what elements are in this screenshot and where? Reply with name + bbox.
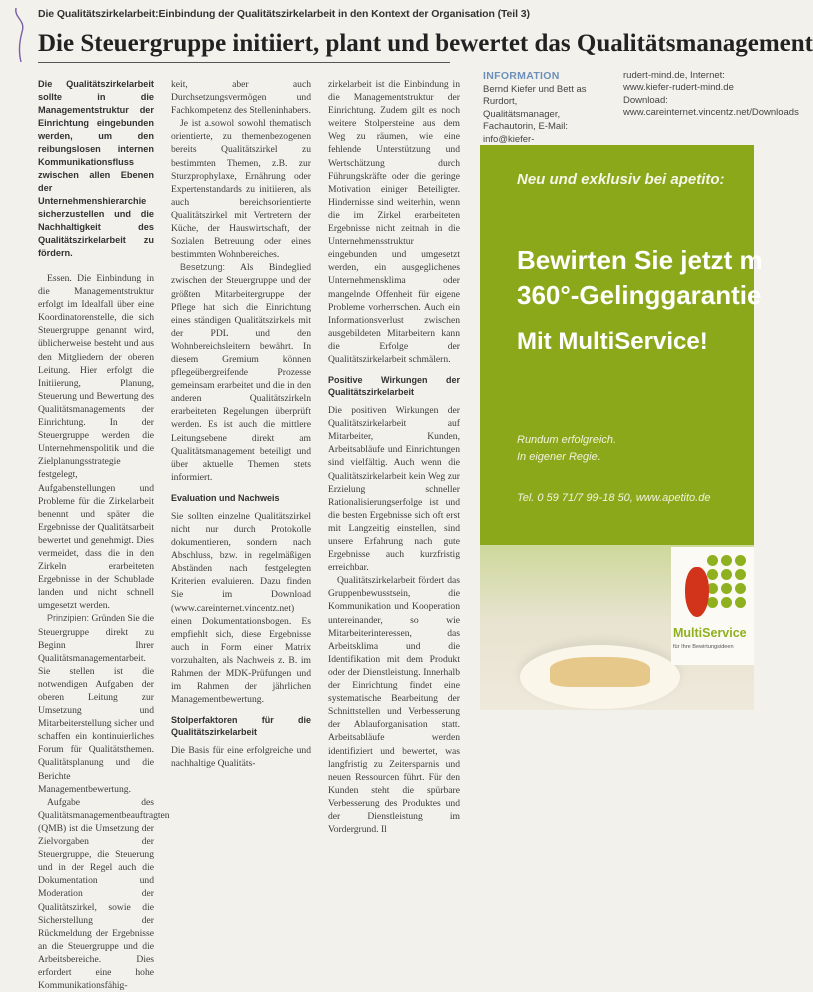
advertisement[interactable] xyxy=(480,145,763,710)
dot-grid-icon xyxy=(679,553,749,621)
ad-headline-line-1: Bewirten Sie jetzt m xyxy=(517,245,763,275)
article-lead: Die Qualitätszirkelarbeit sollte in die Managementstruktur der Einrichtung eingebunden werden, um den reibungslosen internen Kommunikationsfluss zwischen allen Ebenen der Unternehmenshierarchie sicherzustellen und die Nachhaltigkeit des Qualitätszirkelarbeit zu fördern. xyxy=(38,79,154,258)
article-column-1 xyxy=(38,78,170,992)
headline-divider xyxy=(38,62,450,63)
ad-tagline: Neu und exklusiv bei apetito: xyxy=(517,171,725,188)
section-heading: Positive Wirkungen der Qualitätszirkelarbeit xyxy=(328,375,460,398)
ad-headline-line-3: Mit MultiService! xyxy=(517,328,708,355)
article-headline: Die Steuergruppe initiiert, plant und bewertet das Qualitätsmanagement xyxy=(38,30,813,57)
article-column-2 xyxy=(171,78,311,770)
paragraph: Die Basis für eine erfolgreiche und nachhaltige Qualitäts- xyxy=(171,745,311,770)
article-column-3 xyxy=(328,78,460,836)
ad-subline xyxy=(517,432,616,466)
paragraph-text: Gründen Sie die Steuergruppe direkt zu Beginn Ihrer Qualitätsmanagementarbeit. Sie stellen ist die notwendigen Aufgaben der oberen Leitung zur Umsetzung und Mitarbeiterstellung sicher und schaffen ein kontinuierliches Forum für Qualitätsthemen. Qualitätsplanung und die Berichte Managementbewertung. xyxy=(38,613,154,795)
article-kicker: Die Qualitätszirkelarbeit:Einbindung der Qualitätszirkelarbeit in den Kontext der Organisation (Teil 3) xyxy=(38,8,530,20)
paragraph-text: Als Bindeglied zwischen der Steuergruppe und der größten Mitarbeitergruppe der Pflege hat sich die Einrichtung eines ständigen Qualitätszirkels mit der PDL und den Wohnbereichsleitern bewährt. In diesem Gremium können pflegeübergreifende Prozesse gemeinsam erarbeitet und die in den anderen Qualitätszirkeln erarbeiteten Regelungen überprüft werden. Es ist auch die mittlere Leitungsebene direkt am Qualitätsmanagement beteiligt und über aktuelle Themen stets informiert. xyxy=(171,262,311,483)
multiservice-logo xyxy=(671,547,754,665)
ad-contact[interactable]: Tel. 0 59 71/7 99-18 50, www.apetito.de xyxy=(517,492,711,504)
paragraph: Die positiven Wirkungen der Qualitätszirkelarbeit auf Mitarbeiter, Kunden, Arbeitsabläufe und Einrichtungen sind vielfältig. Auch wenn die Qualitätszirkelarbeit kein Weg zur Erzielung schneller Rationalisierungserfolge ist und die besten Ergebnisse sich oft erst mit Langzeitig einstellen, sind unsere Erfahrung nach gute Ergebnisse auch kurzfristig erreichbar. xyxy=(328,405,460,574)
run-in-heading: Besetzung: xyxy=(180,262,226,273)
paragraph: zirkelarbeit ist die Einbindung in die Managementstruktur der Einrichtung. Zudem gilt es noch weitere Stolpersteine aus dem Weg zu räumen, wie eine fehlende Unterstützung und Wertschätzung durch Führungskräfte oder die geringe Motivation einiger Beteiligter. Hindernisse sind weiterhin, wenn die im Zirkel erarbeiteten Ergebnisse nicht zeitnah in die Unternehmensstruktur eingebunden und umgesetzt werden, ein ausgeglichenes Unternehmensklima oder mangelnde Offenheit für eigene Probleme vorherrschen. Auch ein Informationsverlust zwischen ausgebildeten Mitarbeitern kann die Erfolge der Qualitätszirkelarbeit schmälern. xyxy=(328,79,460,365)
run-in-heading: Prinzipien: xyxy=(47,613,90,624)
red-pepper-icon xyxy=(685,567,709,617)
bread-image xyxy=(550,657,650,687)
paragraph xyxy=(38,612,154,795)
ad-subline-2: In eigener Regie. xyxy=(517,451,601,463)
paragraph: Essen. Die Einbindung in die Managementstruktur erfolgt im Idealfall über eine Koordinatorenstelle, die sich Steuergruppe genannt wird, üblicherweise besteht und aus den Mitgliedern der oberen Leitung. Hier erfolgt die Initiierung, Planung, Steuerung und Bewertung des Qualitätsmanagements der Einrichtung. In der Steuergruppe werden die Unternehmenspolitik und die Zielplanungsstrategie festgelegt, Aufgabenstellungen und Probleme für die Zirkelarbeit benennt und später die Ergebnisse der Qualitätsarbeit bewertet und genehmigt. Dies vermeidet, dass die in den Zirkeln erarbeiteten Ergebnisse in der Schublade landen und nicht schnell umgesetzt werden. xyxy=(38,273,154,612)
section-heading: Evaluation und Nachweis xyxy=(171,492,280,503)
info-heading: INFORMATION xyxy=(483,70,560,82)
paragraph: Qualitätszirkelarbeit fördert das Gruppenbewusstsein, die Kommunikation und Kooperation untereinander, so wie Mitarbeiterinteressen, das Arbeitsklima und die Identifikation mit dem Produkt oder der Dienstleistung. Innerhalb der Einrichtung findet eine systematische Bearbeitung der Schnittstellen und Verbesserung der Ablauforganisation statt. Arbeitsabläufe werden identifiziert und bewertet, was langfristig zu Zeitersparnis und neuen Ressourcen führt. Für den Kunden steht die spürbare Verbesserung des Produktes und der Dienstleistung im Vordergrund. Il xyxy=(328,575,460,836)
paragraph: Aufgabe des Qualitätsmanagementbeauftragten (QMB) ist die Umsetzung der Zielvorgaben der Steuergruppe, die Steuerung und in der Regel auch die Dokumentation und Moderation der Qualitätszirkel, sowie die Sicherstellung der Rückmeldung der Ergebnisse an die Steuergruppe und die Arbeitsbereiche. Dies erfordert eine hohe Kommunikationsfähig- xyxy=(38,796,170,992)
decorative-hook-icon xyxy=(12,6,30,64)
info-box xyxy=(483,70,799,145)
section-heading: Stolperfaktoren für die Qualitätszirkelarbeit xyxy=(171,715,311,738)
info-links-text: rudert-mind.de, Internet: www.kiefer-rudert-mind.de Download: www.careinternet.vincentz.net/Downloads xyxy=(623,70,799,119)
info-author-text: Bernd Kiefer und Bett as Rurdort, Qualitätsmanager, Fachautorin, E-Mail: info@kiefer- xyxy=(483,84,587,145)
paragraph xyxy=(171,261,311,484)
paragraph: keit, aber auch Durchsetzungsvermögen und Fachkompetenz des Stelleninhabers. xyxy=(171,79,311,117)
logo-wordmark: MultiService xyxy=(673,626,747,640)
paragraph: Je ist a.sowol sowohl thematisch orientierte, zu themenbezogenen bereits Qualitätszirkel zu bestimmten Themen, z.B. zur Sturzprophylaxe, Ernährung oder Expertenstandards zu initiieren, als auch bereichsorientierte Qualitätszirkel mit Vertretern der Küche, der Hauswirtschaft, der Sozialen Betreuung oder eines bestimmten Wohnbereiches. xyxy=(171,118,311,261)
logo-tagline: für Ihre Bewirtungsideen xyxy=(673,644,734,650)
ad-subline-1: Rundum erfolgreich. xyxy=(517,434,617,446)
ad-headline-line-2: 360°-Gelinggarantie xyxy=(517,280,762,310)
paragraph: Sie sollten einzelne Qualitätszirkel nicht nur durch Protokolle dokumentieren, sondern nach Abschluss, bzw. in regelmäßigen Abständen nach festgelegten Kriterien evaluieren. Dazu finden Sie im Download (www.careinternet.vincentz.net) einen Dokumentationsbogen. Es empfiehlt sich, diese Ergebnisse auch in Form einer Matrix vorzuhalten, als Nachweis z. B. im Rahmen der MDK-Prüfungen und im Rahmen der jährlichen Managementbewertung. xyxy=(171,510,311,706)
